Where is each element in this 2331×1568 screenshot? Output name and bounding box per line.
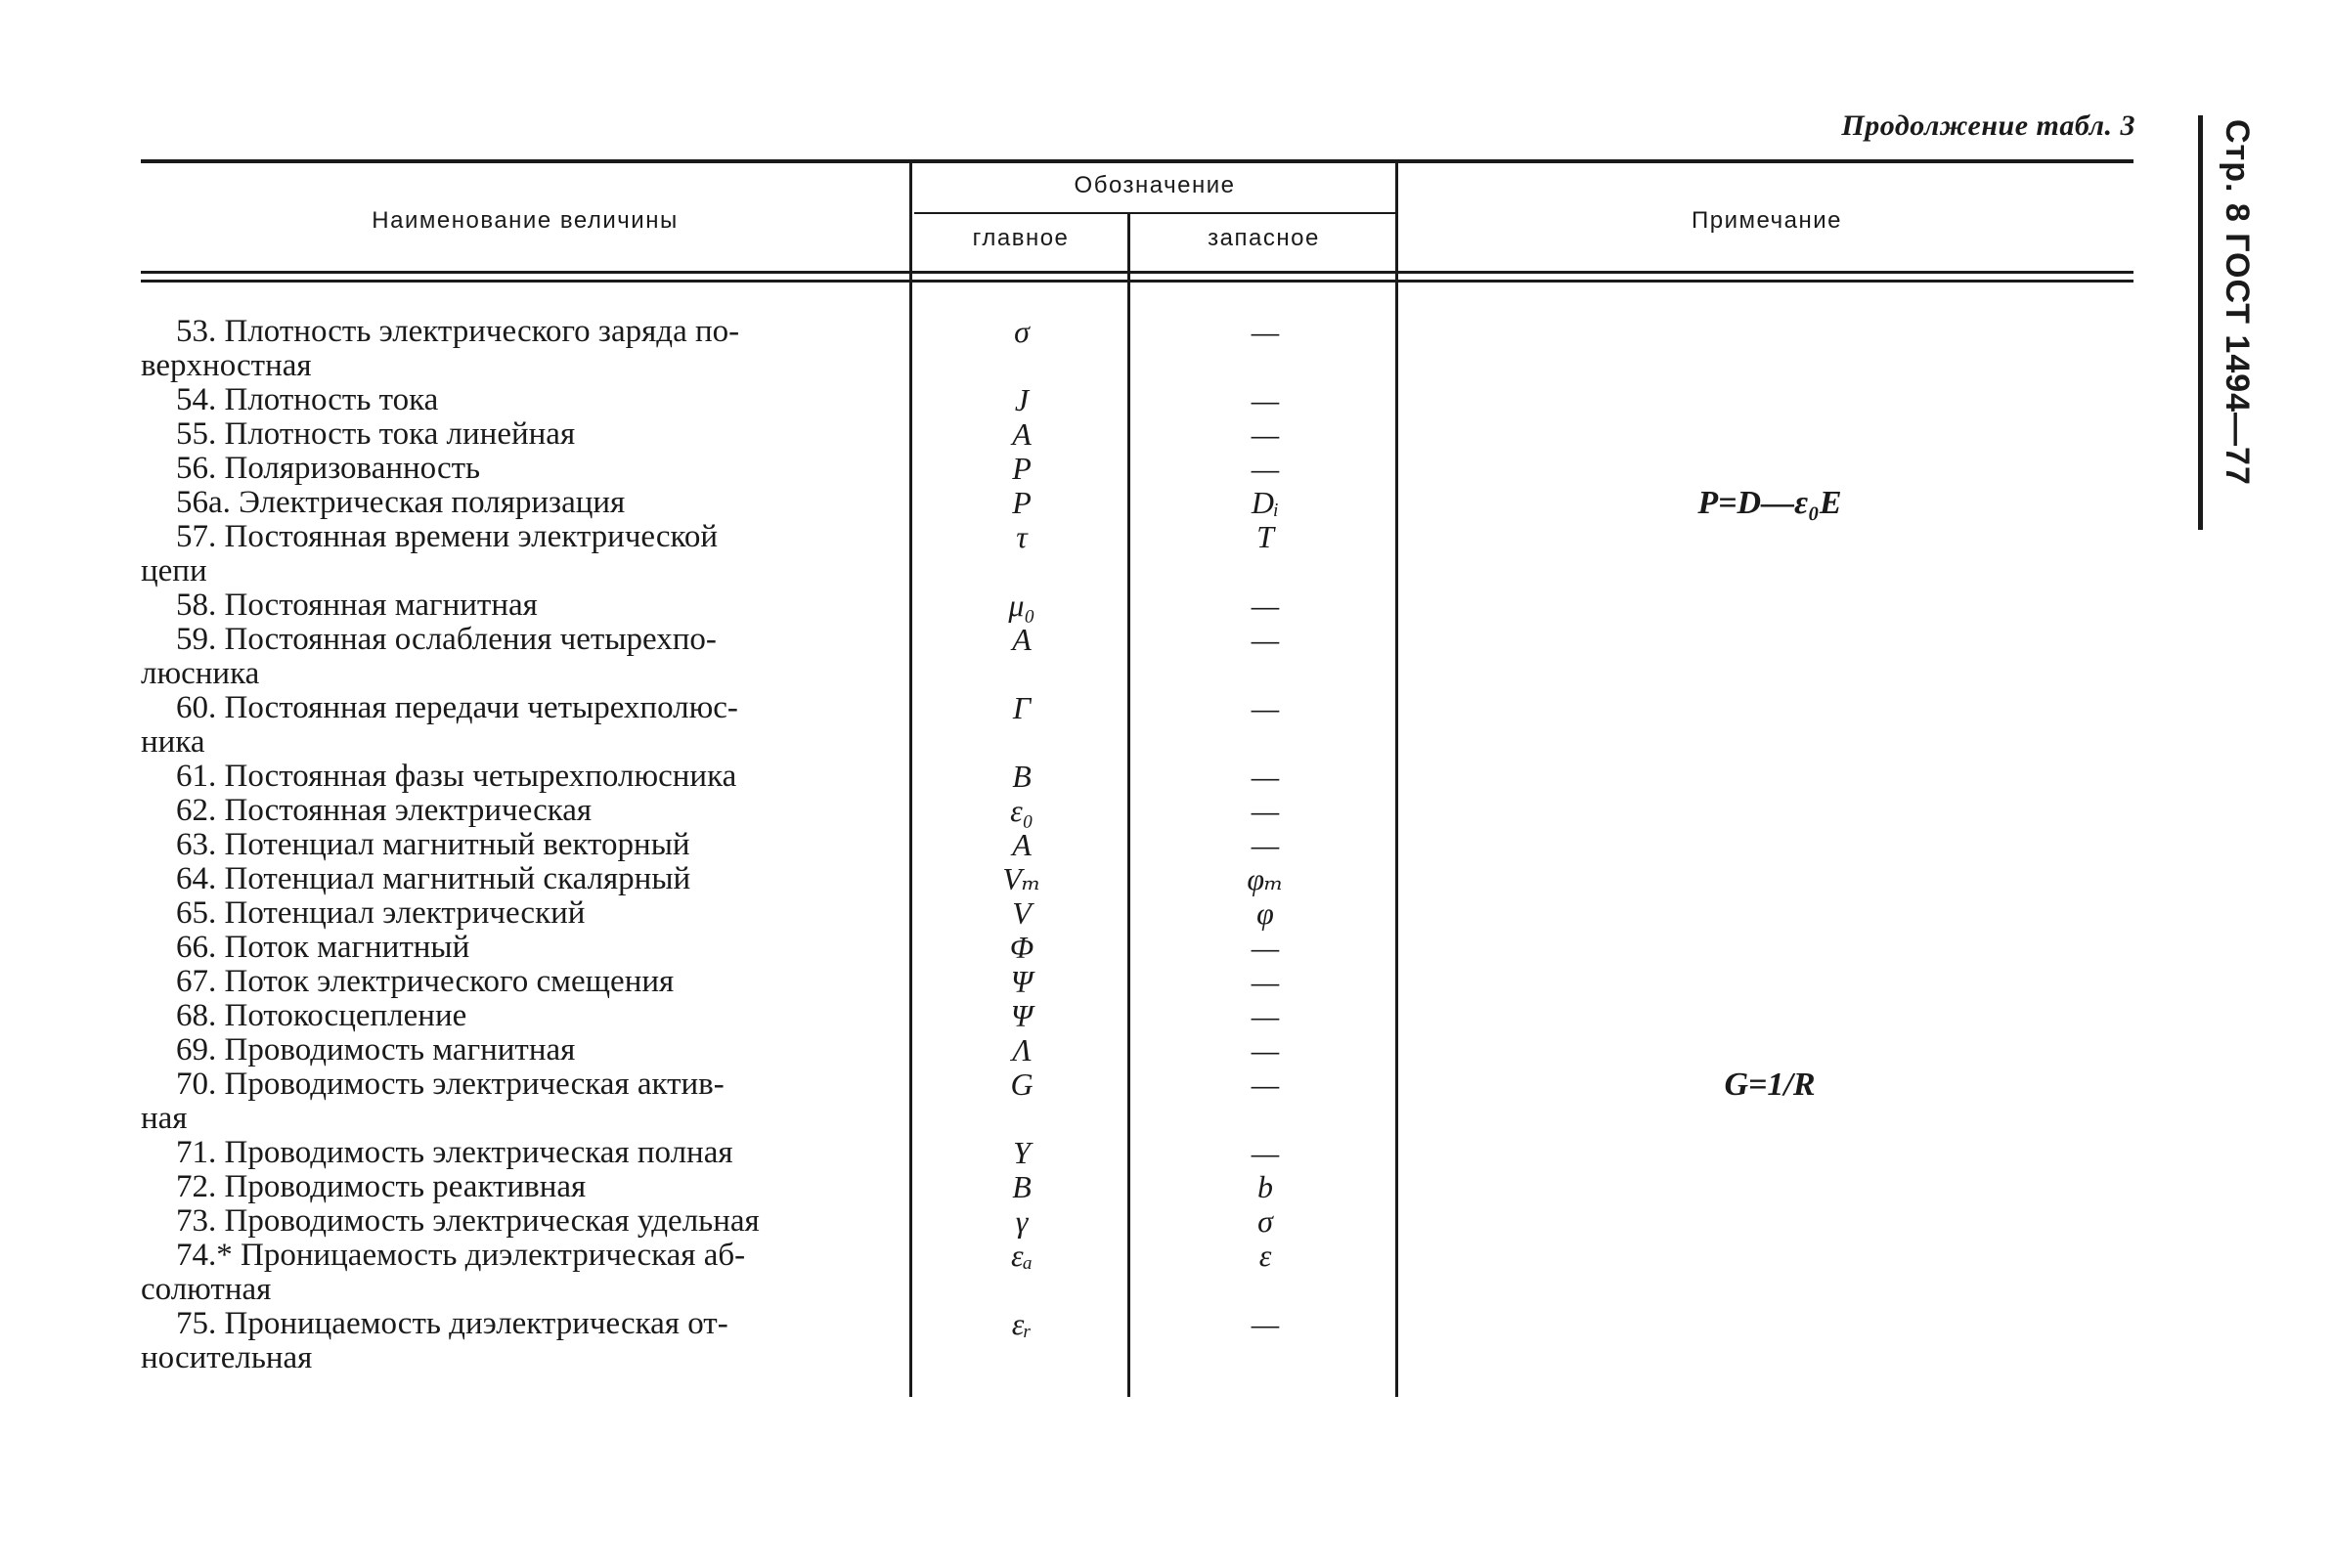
alt-symbol: Dᵢ xyxy=(1251,485,1280,520)
continuation-caption: Продолжение табл. 3 xyxy=(1841,109,2135,142)
alt-symbol: — xyxy=(1251,382,1280,417)
quantity-name xyxy=(141,760,880,794)
main-symbol: J xyxy=(1014,382,1030,417)
alt-symbol: — xyxy=(1251,1032,1280,1067)
main-symbol: Φ xyxy=(1009,930,1034,965)
main-symbol: P xyxy=(1012,485,1032,520)
quantity-name xyxy=(141,1136,880,1170)
alt-symbol: — xyxy=(1251,964,1280,999)
alt-symbol: — xyxy=(1251,1067,1280,1102)
main-symbol: σ xyxy=(1014,314,1030,349)
header-alt: запасное xyxy=(1208,225,1320,251)
quantity-name-continuation: солютная xyxy=(141,1272,272,1307)
alt-symbol: — xyxy=(1251,314,1280,349)
quantity-name-continuation: ная xyxy=(141,1101,188,1136)
alt-symbol: ε xyxy=(1258,1238,1272,1273)
quantity-name-line: 67. Поток электрического смещения xyxy=(176,964,675,999)
alt-symbol: φ xyxy=(1256,895,1274,931)
alt-symbol: — xyxy=(1251,690,1280,725)
main-symbol: Г xyxy=(1012,690,1032,725)
main-symbol: B xyxy=(1012,1169,1032,1204)
quantity-name-line: 54. Плотность тока xyxy=(176,382,439,417)
table-top-rule xyxy=(141,159,2133,163)
quantity-name-line: 74.* Проницаемость диэлектрическая аб- xyxy=(176,1238,746,1273)
quantity-name xyxy=(141,623,880,691)
main-symbol: Y xyxy=(1013,1135,1031,1170)
alt-symbol: — xyxy=(1251,793,1280,828)
header-designation: Обозначение xyxy=(1074,172,1236,198)
quantity-name xyxy=(141,452,880,486)
quantity-name xyxy=(141,896,880,931)
quantity-name-line: 68. Потокосцепление xyxy=(176,998,467,1033)
alt-symbol: T xyxy=(1256,519,1274,554)
quantity-name-line: 66. Поток магнитный xyxy=(176,930,470,965)
quantity-name xyxy=(141,965,880,999)
quantity-name xyxy=(141,1307,880,1375)
row-note: P=D—ε₀E xyxy=(1697,485,1842,521)
main-symbol: V xyxy=(1012,895,1032,931)
alt-symbol: σ xyxy=(1257,1203,1273,1239)
alt-symbol: — xyxy=(1251,827,1280,862)
quantity-name xyxy=(141,417,880,452)
header-note: Примечание xyxy=(1692,207,1842,234)
main-symbol: ε₀ xyxy=(1010,793,1034,828)
row-note: G=1/R xyxy=(1724,1067,1816,1103)
main-symbol: P xyxy=(1012,451,1032,486)
quantity-name-line: 73. Проводимость электрическая удельная xyxy=(176,1203,760,1239)
main-symbol: Vₘ xyxy=(1002,861,1041,896)
main-symbol: A xyxy=(1012,622,1032,657)
main-symbol: Ψ xyxy=(1010,964,1034,999)
quantity-name xyxy=(141,931,880,965)
quantity-name-line: 53. Плотность электрического заряда по- xyxy=(176,314,740,349)
alt-symbol: — xyxy=(1251,930,1280,965)
alt-symbol: — xyxy=(1251,1306,1280,1341)
quantity-name xyxy=(141,588,880,623)
quantity-name xyxy=(141,383,880,417)
quantity-name-continuation: носительная xyxy=(141,1340,313,1375)
quantity-name-line: 58. Постоянная магнитная xyxy=(176,588,538,623)
designation-rule xyxy=(914,212,1395,214)
alt-symbol: — xyxy=(1251,416,1280,452)
quantity-name-line: 55. Плотность тока линейная xyxy=(176,416,576,452)
quantity-name xyxy=(141,1067,880,1136)
main-symbol: Ψ xyxy=(1010,998,1034,1033)
quantity-name-line: 64. Потенциал магнитный скалярный xyxy=(176,861,691,896)
alt-symbol: b xyxy=(1257,1169,1273,1204)
quantity-name xyxy=(141,1033,880,1067)
alt-symbol: — xyxy=(1251,1135,1280,1170)
quantity-name-continuation: верхностная xyxy=(141,348,312,383)
quantity-name-line: 56. Поляризованность xyxy=(176,451,481,486)
main-symbol: A xyxy=(1012,827,1032,862)
alt-symbol: — xyxy=(1251,622,1280,657)
quantity-name-line: 71. Проводимость электрическая полная xyxy=(176,1135,733,1170)
quantity-name-continuation: ника xyxy=(141,724,205,760)
quantity-name-line: 61. Постоянная фазы четырехполюсника xyxy=(176,759,737,794)
main-symbol: A xyxy=(1012,416,1032,452)
quantity-name-line: 75. Проницаемость диэлектрическая от- xyxy=(176,1306,728,1341)
main-symbol: τ xyxy=(1016,519,1028,554)
page-side-label: Стр. 8 ГОСТ 1494—77 xyxy=(2219,119,2256,486)
quantity-name xyxy=(141,999,880,1033)
quantity-name-line: 63. Потенциал магнитный векторный xyxy=(176,827,690,862)
main-symbol: μ₀ xyxy=(1008,588,1035,623)
main-symbol: εᵣ xyxy=(1011,1306,1033,1341)
quantity-name-line: 57. Постоянная времени электрической xyxy=(176,519,719,554)
alt-symbol: — xyxy=(1251,998,1280,1033)
quantity-name-line: 60. Постоянная передачи четырехполюс- xyxy=(176,690,738,725)
quantity-name xyxy=(141,1170,880,1204)
alt-symbol: φₘ xyxy=(1247,861,1284,896)
quantity-name-continuation: цепи xyxy=(141,553,207,588)
main-symbol: γ xyxy=(1015,1203,1029,1239)
alt-symbol: — xyxy=(1251,588,1280,623)
quantity-name xyxy=(141,1239,880,1307)
header-quantity-name: Наименование величины xyxy=(372,207,679,234)
quantity-name-line: 72. Проводимость реактивная xyxy=(176,1169,587,1204)
quantity-name-line: 62. Постоянная электрическая xyxy=(176,793,593,828)
main-symbol: εₐ xyxy=(1011,1238,1033,1273)
main-symbol: Λ xyxy=(1012,1032,1032,1067)
quantity-name-line: 69. Проводимость магнитная xyxy=(176,1032,576,1067)
column-divider-1 xyxy=(909,163,912,1397)
side-rule xyxy=(2198,115,2203,530)
alt-symbol: — xyxy=(1251,451,1280,486)
quantity-name xyxy=(141,691,880,760)
header-bottom-rule-1 xyxy=(141,271,2133,274)
header-main: главное xyxy=(972,225,1070,251)
quantity-name xyxy=(141,520,880,588)
main-symbol: B xyxy=(1012,759,1032,794)
quantity-name-continuation: люсника xyxy=(141,656,260,691)
quantity-name xyxy=(141,828,880,862)
quantity-name xyxy=(141,486,880,520)
header-bottom-rule-2 xyxy=(141,280,2133,283)
quantity-name xyxy=(141,1204,880,1239)
quantity-name xyxy=(141,862,880,896)
quantity-name xyxy=(141,794,880,828)
quantity-name-line: 59. Постоянная ослабления четырехпо- xyxy=(176,622,717,657)
quantity-name-line: 65. Потенциал электрический xyxy=(176,895,586,931)
quantity-name xyxy=(141,315,880,383)
quantity-name-line: 56а. Электрическая поляризация xyxy=(176,485,626,520)
alt-symbol: — xyxy=(1251,759,1280,794)
main-symbol: G xyxy=(1010,1067,1034,1102)
quantity-name-line: 70. Проводимость электрическая актив- xyxy=(176,1067,725,1102)
